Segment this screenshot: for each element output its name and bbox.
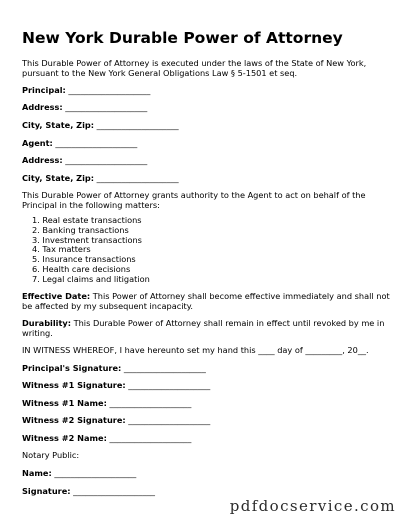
witness1-signature-blank: ____________________ bbox=[128, 380, 211, 390]
principal-city-blank: ____________________ bbox=[96, 120, 179, 130]
list-item: 4. Tax matters bbox=[32, 244, 91, 255]
notary-name-label: Name: bbox=[22, 468, 52, 478]
agent-city-blank: ____________________ bbox=[96, 173, 179, 183]
notary-signature-blank: ____________________ bbox=[73, 486, 156, 496]
list-item: 1. Real estate transactions bbox=[32, 215, 142, 225]
witness2-name-field bbox=[22, 433, 191, 443]
witness2-name-label: Witness #2 Name: bbox=[22, 433, 107, 443]
effective-date-label: Effective Date: bbox=[22, 291, 91, 301]
principal-signature-label: Principal's Signature: bbox=[22, 363, 122, 373]
intro-line-1: This Durable Power of Attorney is executed under the laws of the State of New York, bbox=[22, 58, 367, 68]
principal-label: Principal: bbox=[22, 85, 66, 95]
effective-date-text: This Power of Attorney shall become effective immediately and shall not bbox=[92, 291, 390, 301]
principal-field bbox=[22, 85, 150, 95]
principal-city-label: City, State, Zip: bbox=[22, 120, 95, 130]
durability-line-1 bbox=[22, 318, 384, 328]
notary-name-blank: ____________________ bbox=[54, 468, 137, 478]
principal-city-field bbox=[22, 120, 179, 130]
grant-line-2: Principal in the following matters: bbox=[22, 200, 160, 210]
agent-field bbox=[22, 138, 137, 148]
durability-text: This Durable Power of Attorney shall remain in effect until revoked by me in bbox=[73, 318, 385, 328]
effective-date-line-2: be affected by my subsequent incapacity. bbox=[22, 301, 193, 311]
agent-address-blank: ____________________ bbox=[65, 155, 148, 165]
principal-address-field bbox=[22, 102, 147, 112]
agent-city-field bbox=[22, 173, 179, 183]
list-item: 5. Insurance transactions bbox=[32, 254, 136, 265]
witness1-name-label: Witness #1 Name: bbox=[22, 398, 107, 408]
list-item: 6. Health care decisions bbox=[32, 263, 131, 274]
agent-city-label: City, State, Zip: bbox=[22, 173, 95, 183]
witness2-signature-blank: ____________________ bbox=[128, 415, 211, 425]
witness1-name-field bbox=[22, 398, 191, 408]
durability-label: Durability: bbox=[22, 318, 71, 328]
principal-address-label: Address: bbox=[22, 102, 63, 112]
agent-address-label: Address: bbox=[22, 155, 63, 165]
witness2-signature-field bbox=[22, 415, 210, 425]
witness-statement: IN WITNESS WHEREOF, I have hereunto set my hand this ____ day of _________, 20__. bbox=[22, 345, 369, 355]
principal-blank: ____________________ bbox=[68, 85, 151, 95]
watermark-text: pdfdocservice.com bbox=[229, 497, 396, 515]
intro-line-2: pursuant to the New York General Obligations Law § 5-1501 et seq. bbox=[22, 68, 298, 78]
witness1-signature-field bbox=[22, 380, 210, 390]
witness2-name-blank: ____________________ bbox=[109, 433, 192, 443]
witness1-name-blank: ____________________ bbox=[109, 398, 192, 408]
durability-line-2: writing. bbox=[22, 328, 53, 338]
effective-date-line-1 bbox=[22, 291, 390, 301]
matters-list bbox=[32, 216, 150, 285]
notary-signature-label: Signature: bbox=[22, 486, 71, 496]
principal-signature-field bbox=[22, 363, 206, 373]
agent-label: Agent: bbox=[22, 138, 53, 148]
notary-heading: Notary Public: bbox=[22, 450, 80, 460]
list-item: 2. Banking transactions bbox=[32, 224, 129, 235]
agent-address-field bbox=[22, 155, 147, 165]
list-item: 7. Legal claims and litigation bbox=[32, 273, 150, 284]
principal-signature-blank: ____________________ bbox=[123, 363, 206, 373]
document-title: New York Durable Power of Attorney bbox=[22, 29, 343, 47]
witness2-signature-label: Witness #2 Signature: bbox=[22, 415, 126, 425]
notary-signature-field bbox=[22, 486, 155, 496]
principal-address-blank: ____________________ bbox=[65, 102, 148, 112]
list-item: 3. Investment transactions bbox=[32, 234, 142, 245]
grant-line-1: This Durable Power of Attorney grants authority to the Agent to act on behalf of the bbox=[22, 190, 366, 200]
agent-blank: ____________________ bbox=[55, 138, 138, 148]
notary-name-field bbox=[22, 468, 136, 478]
witness1-signature-label: Witness #1 Signature: bbox=[22, 380, 126, 390]
